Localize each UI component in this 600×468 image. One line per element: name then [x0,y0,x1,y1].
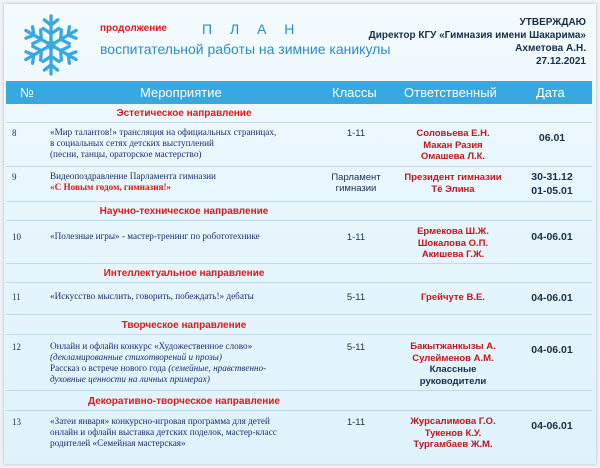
event-line: (песни, танцы, ораторское мастерство) [50,149,202,159]
section-aesthetic: Эстетическое направление [116,108,252,119]
col-num: № [20,85,34,100]
plan-title: П Л А Н [202,21,302,37]
section-decorative: Декоративно-творческое направление [88,396,280,407]
approval-block [369,16,586,68]
responsible-name: Грейчуте В.Е. [421,292,485,303]
event-line: (декламированные стихотворений и прозы) [50,352,222,362]
table-header [6,81,592,104]
row-classes: 5-11 [346,292,366,303]
row-responsible [396,416,510,451]
approve-date: 27.12.2021 [535,56,586,67]
row-num: 11 [12,292,21,302]
row-date: 04-06.01 [531,292,573,304]
row-event [50,416,330,449]
row-date: 04-06.01 [531,231,573,243]
row-date: 06.01 [538,132,566,144]
row-responsible [396,172,510,195]
separator [6,201,592,202]
row-event [50,291,330,302]
responsible-name: Тё Элина [431,183,475,195]
event-line: Видеопоздравление Парламента гимназии [50,171,216,181]
approve-position: Директор КГУ «Гимназия имени Шакарима» [368,30,586,41]
row-classes: 1-11 [346,128,366,139]
event-line: онлайн и офлайн выставка детских поделок, мастер-класс [50,427,277,437]
event-line: «Мир талантов!» трансляция на официальных страницах, [50,127,277,137]
separator [6,220,592,221]
row-num: 9 [12,172,17,182]
event-highlight: «С Новым годом, гимназия!» [50,182,172,192]
row-classes: 5-11 [346,342,366,353]
separator [6,390,592,391]
col-event: Мероприятие [140,85,222,100]
separator [6,282,592,283]
row-num: 8 [12,128,17,138]
separator [6,314,592,315]
date-line: 30-31.12 [531,171,573,183]
responsible-name: Классные [429,364,477,375]
row-responsible [396,128,510,163]
row-event [50,341,330,385]
classes-line: Парламент [331,172,381,183]
responsible-name: Акишева Г.Ж. [421,249,485,260]
row-classes [326,172,386,194]
event-line: родителей «Семейная мастерская» [50,438,186,448]
row-responsible [396,341,510,364]
event-line: «Затеи января» конкурсно-игровая программа для детей [50,416,270,426]
event-line: Рассказ о встрече нового года [50,363,166,373]
row-event [50,171,330,193]
row-num: 12 [12,342,21,352]
responsible-name: Тургамбаев Ж.М. [413,439,493,450]
slide [4,4,596,464]
separator [6,334,592,335]
approve-name: Ахметова А.Н. [515,43,586,54]
row-responsible [396,226,510,261]
row-event [50,127,330,160]
row-num: 13 [12,417,21,427]
col-responsible: Ответственный [404,85,497,100]
date-line: 01-05.01 [531,185,573,197]
col-classes: Классы [332,85,377,100]
col-date: Дата [536,85,565,100]
responsible-name: Макан Разия [423,139,483,151]
section-intellectual: Интеллектуальное направление [103,268,265,279]
continuation-label: продолжение [100,23,167,34]
responsible-name: Журсалимова Г.О. [410,416,496,427]
separator [6,263,592,264]
responsible-name: Ермекова Ш.Ж. [417,226,489,237]
row-classes: 1-11 [346,417,366,428]
responsible-name: Сулейменов А.М. [412,352,494,364]
separator [6,166,592,167]
section-creative: Творческое направление [121,320,247,331]
responsible-name: Тукенов К.У. [424,427,482,439]
event-line: «Полезные игры» - мастер-тренинг по робототехнике [50,231,260,241]
approve-label: УТВЕРЖДАЮ [519,17,586,28]
row-responsible [396,292,510,304]
event-line: «Искусство мыслить, говорить, побеждать!» дебаты [50,291,254,301]
responsible-name: руководители [419,375,487,387]
row-date [514,170,590,198]
row-responsible-teachers [396,364,510,387]
classes-line: гимназии [335,183,377,194]
separator [6,410,592,411]
event-line: Онлайн и офлайн конкурс «Художественное слово» [50,341,253,351]
responsible-name: Президент гимназии [404,172,502,183]
responsible-name: Шокалова О.П. [417,237,489,249]
row-classes: 1-11 [346,232,366,243]
responsible-name: Соловьева Е.Н. [416,128,490,139]
responsible-name: Омашева Л.К. [420,151,486,162]
separator [6,122,592,123]
row-event [50,231,330,242]
row-num: 10 [12,232,21,242]
event-line: (семейные, нравственно- [168,363,267,373]
event-line: в социальных сетях детских выступлений [50,138,214,148]
snowflake-icon [18,12,84,78]
row-date: 04-06.01 [531,420,573,432]
plan-subtitle: воспитательной работы на зимние каникулы [100,41,391,57]
responsible-name: Бакытжанкызы А. [410,341,496,352]
section-science: Научно-техническое направление [99,206,269,217]
row-date: 04-06.01 [531,344,573,356]
event-line: духовные ценности на личных примерах) [50,374,210,384]
